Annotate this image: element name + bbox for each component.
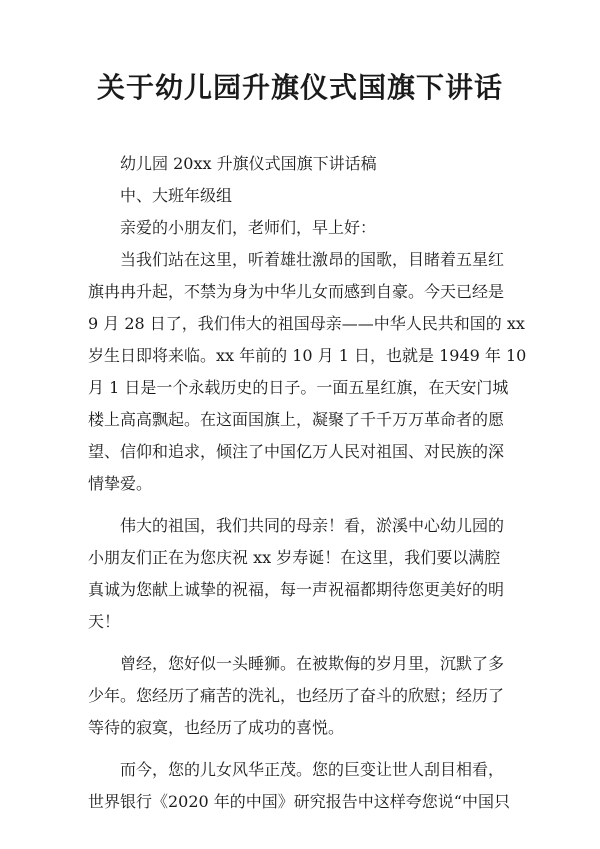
paragraph [88, 648, 512, 744]
text-line: 真诚为您献上诚挚的祝福，每一声祝福都期待您更美好的明 [88, 580, 505, 599]
text-line: 等待的寂寞，也经历了成功的喜悦。 [88, 718, 345, 737]
paragraph-greeting [88, 212, 512, 244]
text-line: 而今，您的儿女风华正茂。您的巨变让世人刮目相看， [120, 760, 505, 779]
text-line: 9 月 28 日了，我们伟大的祖国母亲——中华人民共和国的 xx [88, 314, 525, 333]
text-line: 当我们站在这里，听着雄壮激昂的国歌，目睹着五星红 [120, 250, 505, 269]
text-line: 伟大的祖国，我们共同的母亲！看，淤溪中心幼儿园的 [120, 516, 505, 535]
text-line: 世界银行《2020 年的中国》研究报告中这样夸您说“中国只 [88, 792, 510, 811]
text-line: 小朋友们正在为您庆祝 xx 岁寿诞！在这里，我们要以满腔 [88, 548, 501, 567]
paragraph [88, 244, 527, 500]
text-line: 曾经，您好似一头睡狮。在被欺侮的岁月里，沉默了多 [120, 654, 505, 673]
paragraph-group [88, 180, 512, 212]
text-line: 望、信仰和追求，倾注了中国亿万人民对祖国、对民族的深 [88, 442, 505, 461]
text-line: 旗冉冉升起，不禁为身为中华儿女而感到自豪。今天已经是 [88, 282, 505, 301]
paragraph-heading [88, 148, 512, 180]
document-title: 关于幼儿园升旗仪式国旗下讲话 [96, 71, 503, 104]
text-line: 幼儿园 20xx 升旗仪式国旗下讲话稿 [120, 154, 377, 173]
text-line: 月 1 日是一个永载历史的日子。一面五星红旗，在天安门城 [88, 378, 509, 397]
text-line: 少年。您经历了痛苦的洗礼，也经历了奋斗的欣慰；经历了 [88, 686, 505, 705]
document-body [88, 148, 527, 818]
paragraph [88, 754, 512, 818]
text-line: 岁生日即将来临。xx 年前的 10 月 1 日，也就是 1949 年 10 [88, 346, 527, 365]
text-line: 楼上高高飘起。在这面国旗上，凝聚了千千万万革命者的愿 [88, 410, 505, 429]
text-line: 中、大班年级组 [120, 186, 233, 205]
text-line: 天！ [88, 612, 121, 631]
text-line: 情挚爱。 [88, 474, 153, 493]
paragraph [88, 510, 512, 638]
text-line: 亲爱的小朋友们，老师们，早上好： [120, 218, 377, 237]
